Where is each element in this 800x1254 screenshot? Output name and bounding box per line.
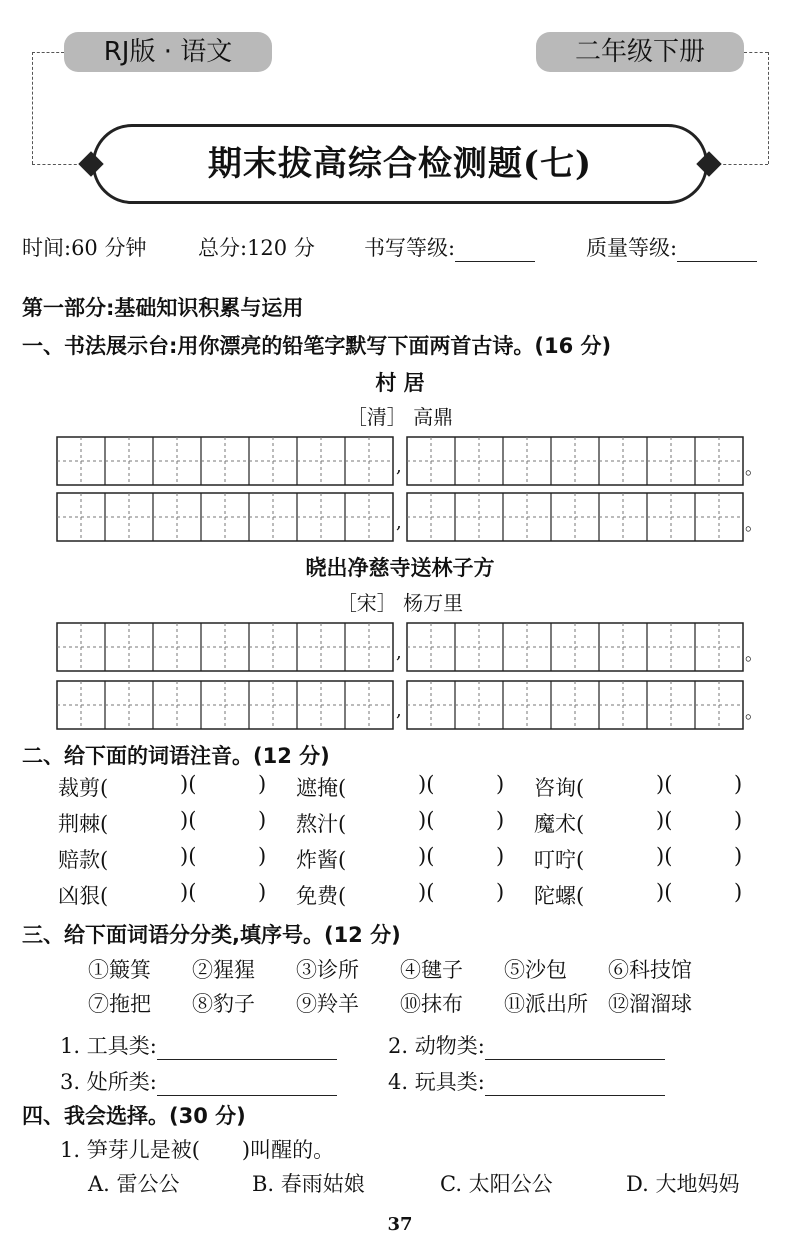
q2-heading: 二、给下面的词语注音。(12 分) [22,744,330,768]
word-bank-item: ⑩抹布 [400,992,463,1016]
period-mark: 。 [745,514,763,535]
writing-grid-poem1-line1[interactable] [56,436,763,490]
pinyin-blank[interactable]: ) [734,844,743,868]
comma-mark: , [396,456,402,477]
pinyin-word: 荆棘( [58,812,109,836]
category-toys-blank[interactable] [485,1073,665,1096]
word-bank-item: ⑫溜溜球 [608,992,692,1016]
q4-heading: 四、我会选择。(30 分) [22,1104,246,1128]
pinyin-word: 凶狠( [58,884,109,908]
pinyin-blank[interactable]: )( [180,844,197,868]
pinyin-blank[interactable]: ) [734,772,743,796]
dashed-connector-left-vertical [32,52,33,164]
writing-grade-blank[interactable] [455,239,535,262]
q4-item1: 1. 笋芽儿是被( )叫醒的。 [60,1138,335,1162]
pinyin-word: 遮掩( [296,776,347,800]
page-title: 期末拔高综合检测题(七) [207,144,593,184]
comma-mark: , [396,642,402,663]
writing-grid-poem2-line1[interactable] [56,622,763,676]
pinyin-blank[interactable]: ) [258,844,267,868]
pinyin-blank[interactable]: ) [496,772,505,796]
pinyin-blank[interactable]: ) [258,880,267,904]
pinyin-blank[interactable]: ) [496,808,505,832]
category-places: 3. 处所类: [60,1066,337,1096]
writing-grid-svg [56,622,763,672]
pinyin-blank[interactable]: )( [180,772,197,796]
pinyin-word: 炸酱( [296,848,347,872]
pinyin-word: 魔术( [534,812,585,836]
pinyin-word: 咨询( [534,776,585,800]
choice-option[interactable]: C. 太阳公公 [440,1172,553,1196]
word-bank-item: ⑧豹子 [192,992,255,1016]
pinyin-word: 裁剪( [58,776,109,800]
word-bank-item: ⑦拖把 [88,992,151,1016]
pinyin-blank[interactable]: ) [258,772,267,796]
choice-option[interactable]: A. 雷公公 [88,1172,180,1196]
comma-mark: , [396,700,402,721]
quality-grade-blank[interactable] [677,239,757,262]
pinyin-word: 陀螺( [534,884,585,908]
meta-quality-grade: 质量等级: [586,232,757,262]
dashed-connector-right-top [744,52,768,53]
meta-writing-grade: 书写等级: [364,232,535,262]
pinyin-blank[interactable]: )( [418,844,435,868]
category-animals-blank[interactable] [485,1037,665,1060]
subject-tag: RJ版 · 语文 [64,32,272,72]
writing-grid-poem2-line2[interactable] [56,680,763,734]
page-number: 37 [387,1214,413,1235]
poem2-author: ［宋］ 杨万里 [336,591,464,615]
word-bank-item: ④毽子 [400,958,463,982]
word-bank-item: ⑥科技馆 [608,958,692,982]
pinyin-blank[interactable]: )( [180,808,197,832]
dashed-connector-left-bottom [32,164,82,165]
word-bank-item: ②猩猩 [192,958,255,982]
part1-heading: 第一部分:基础知识积累与运用 [22,296,304,320]
dashed-connector-left-top [32,52,64,53]
word-bank-item: ⑤沙包 [504,958,567,982]
pinyin-blank[interactable]: )( [418,808,435,832]
poem1-author: ［清］ 高鼎 [346,405,454,429]
period-mark: 。 [745,644,763,665]
pinyin-word: 免费( [296,884,347,908]
dashed-connector-right-bottom [718,164,768,165]
meta-time: 时间:60 分钟 [22,236,147,260]
writing-grid-poem1-line2[interactable] [56,492,763,546]
meta-total: 总分:120 分 [198,236,315,260]
category-places-blank[interactable] [157,1073,337,1096]
poem2-title: 晓出净慈寺送林子方 [305,556,495,580]
pinyin-blank[interactable]: )( [180,880,197,904]
pinyin-blank[interactable]: ) [734,880,743,904]
pinyin-word: 叮咛( [534,848,585,872]
pinyin-blank[interactable]: )( [418,772,435,796]
pinyin-blank[interactable]: ) [496,880,505,904]
pinyin-blank[interactable]: ) [258,808,267,832]
pinyin-word: 赔款( [58,848,109,872]
word-bank-item: ⑪派出所 [504,992,588,1016]
category-animals: 2. 动物类: [388,1030,665,1060]
category-tools-blank[interactable] [157,1037,337,1060]
poem1-title: 村 居 [375,371,425,395]
comma-mark: , [396,512,402,533]
pinyin-blank[interactable]: )( [656,772,673,796]
pinyin-word: 熬汁( [296,812,347,836]
word-bank-item: ③诊所 [296,958,359,982]
category-toys: 4. 玩具类: [388,1066,665,1096]
q1-heading: 一、书法展示台:用你漂亮的铅笔字默写下面两首古诗。(16 分) [22,334,612,358]
category-tools: 1. 工具类: [60,1030,337,1060]
word-bank-item: ①簸箕 [88,958,151,982]
writing-grid-svg [56,680,763,730]
writing-grid-svg [56,436,763,486]
q3-heading: 三、给下面词语分分类,填序号。(12 分) [22,923,401,947]
choice-option[interactable]: D. 大地妈妈 [626,1172,740,1196]
choice-option[interactable]: B. 春雨姑娘 [252,1172,365,1196]
word-bank-item: ⑨羚羊 [296,992,359,1016]
dashed-connector-right-vertical [768,52,769,164]
pinyin-blank[interactable]: )( [656,808,673,832]
period-mark: 。 [745,458,763,479]
writing-grid-svg [56,492,763,542]
grade-tag: 二年级下册 [536,32,744,72]
period-mark: 。 [745,702,763,723]
pinyin-blank[interactable]: ) [734,808,743,832]
pinyin-blank[interactable]: )( [656,880,673,904]
pinyin-blank[interactable]: )( [418,880,435,904]
pinyin-blank[interactable]: ) [496,844,505,868]
pinyin-blank[interactable]: )( [656,844,673,868]
